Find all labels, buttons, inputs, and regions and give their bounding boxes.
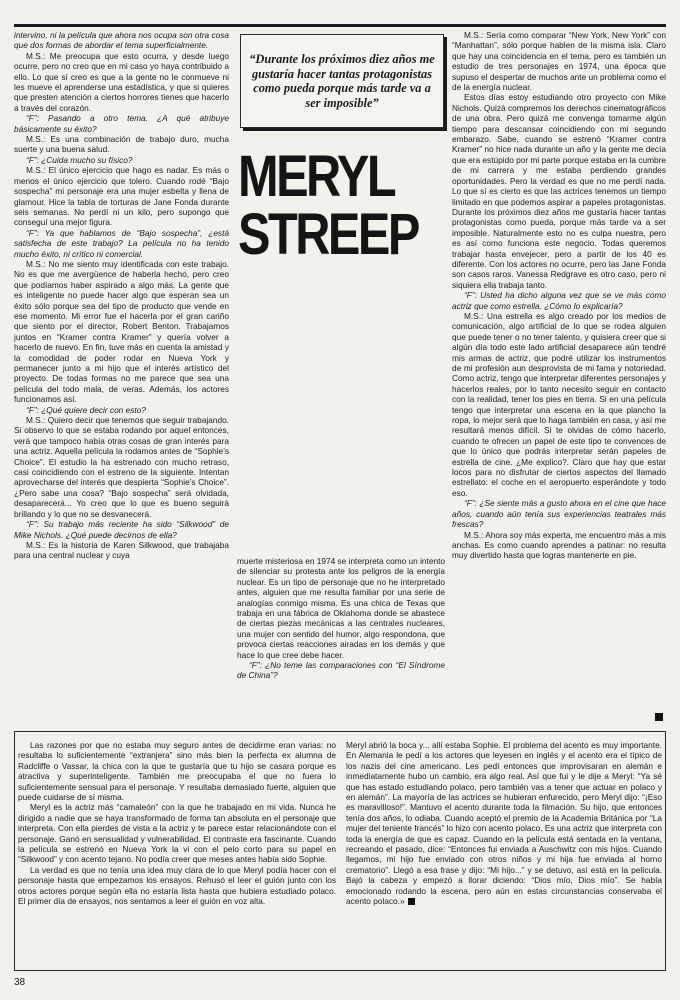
paragraph: M.S.: Ahora soy más experta, me encuentro más a mis anchas. Es como cuando aprendes a patinar: no resulta muy divertido hasta que logras mantenerte en pie. bbox=[452, 529, 666, 561]
paragraph: M.S.: No me siento muy identificada con este trabajo. No es que me avergüence de haberla hecho, pero creo que podíamos haber aspirado a algo más. La gente que es inteligente no puede hacer algo que esperan sea un éxito sólo porque sea del tipo de producto que vende en ese momento. Mi error fue el hacerla por el gran cariño que siento por el director, Robert Benton. Trabajamos juntos en “Kramer contra Kramer” y quería volver a hacerlo de nuevo. En fin, tuve más en cuenta la amistad y la comodidad de poder rodar en Nueva York y permanecer junto a mi hijo que el interés artístico del proyecto. De todas formas no me parece que sea una película del todo mala, de veras. Además, los actores funcionamos así. bbox=[14, 258, 229, 405]
paragraph: “F”: ¿No teme las comparaciones con “El Síndrome de China”? bbox=[237, 660, 445, 681]
pull-quote-text: “Durante los próximos diez años me gustaría hacer tantas protagonistas como pueda porque más tarde va a ser imposible” bbox=[249, 52, 435, 110]
paragraph: La verdad es que no tenía una idea muy clara de lo que Meryl podía hacer con el personaje hasta que empezamos los ensayos. Rehusó el leer el guión junto con los otros actores porque según ella no estaría lista hasta que hubiera estudiado polaco. El primer día de ensayos, nos sentamos a leer el guión en voz alta. bbox=[18, 864, 336, 907]
end-mark-icon bbox=[408, 898, 415, 905]
paragraph: Meryl es la actriz más “camaleón” con la que he trabajado en mi vida. Nunca he dirigido a nadie que se haya transformado de forma tan absoluta en el personaje que interpreta. Con ella pierdes de vista a la actriz y te parece estar relacionándote con el personaje. Ganó en sensualidad y vulnerabilidad. El contraste era fascinante. Cuando la película se estrenó en Nueva York la vi con el pelo corto para su papel en “Silkwood” y con acento tejano. No podía creer que meses antes había sido Sophie. bbox=[18, 802, 336, 865]
paragraph: M.S.: Me preocupa que esto ocurra, y desde luego ocurre, pero no creo que en mi caso yo haya contribuido a ello. Lo que sí creo es que a la gente no le conmueve ni les mueve el aprenderse una estadística, y que si quieres que presten atención a ciertos horrores tienes que hacerlo a través del corazón. bbox=[14, 50, 229, 113]
paragraph: M.S.: Es la historia de Karen Silkwood, que trabajaba para una central nuclear y cuya bbox=[14, 539, 229, 561]
paragraph: “F”: Ya que hablamos de “Bajo sospecha”, ¿está satisfecha de este trabajo? La película no ha tenido mucho éxito, ni crítico ni comercial. bbox=[14, 227, 229, 259]
article-column-left bbox=[14, 30, 229, 720]
top-rule bbox=[14, 24, 666, 27]
paragraph: M.S.: El único ejercicio que hago es nadar. Es más o menos el único ejercicio que tolero. Cuando rodé “Bajo sospecha” mi personaje era una mujer esbelta y llena de glamour. Hice la tabla de torturas de Jane Fonda durante seis semanas. No perdí ni un kilo, pero supongo que conseguí una mejor figura. bbox=[14, 165, 229, 228]
paragraph: “F”: ¿Cuida mucho su físico? bbox=[26, 154, 133, 165]
paragraph: Estos días estoy estudiando otro proyecto con Mike Nichols. Quizá compremos los derechos cinematográficos de una obra. Pero quizá me convenga tomarme algún tiempo para descansar coincidiendo con mi segundo embarazo. Sabe, cuando se estrenó “Kramer contra Kramer” no hice nada durante un año y la gente me decía que era estúpido por mi parte porque estaba en la cumbre de mi carrera y me estaba perdiendo grandes oportunidades. Pero la verdad es que no me perdí nada. Lo que sí es cierto es que las actrices tenemos un tiempo limitado en que podemos aspirar a papeles protagonistas. Durante los próximos diez años me gustaría hacer tantas protagonistas como pueda, porque más tarde va a ser imposible. Naturalmente esto no es culpa nuestra, pero es así como funciona este negocio. Todas queremos trabajar hasta envejecer, pero a partir de los 40 es diferente. Con los actores no ocurre, pero las Jane Fonda son casos raros. Vanessa Redgrave es otro caso, pero ni siquiera ella trabaja tanto. bbox=[452, 92, 666, 290]
page-number: 38 bbox=[14, 977, 26, 988]
paragraph: M.S.: Sería como comparar “New York, New York” con “Manhattan”, sólo porque hablen de la misma isla. Claro que hay una coincidencia en el tema, pero es también un estudio de tres personajes en 1974, una época que supuso el despertar de muchos ante un problema como el de la energía nuclear. bbox=[452, 30, 666, 93]
paragraph: M.S.: Es una combinación de trabajo duro, mucha suerte y una buena salud. bbox=[14, 134, 229, 155]
paragraph: Las razones por que no estaba muy seguro antes de decidirme eran varias: no resultaba lo suficientemente “extranjera” sino más bien la perfecta ex alumna de Radcliffe o Vassar, la chica con la que te gustaría que tu hijo se casara porque es atractiva y superinteligente. También me preocupaba el que no fuera lo suficientemente sensual para el personaje. Y resultaba demasiado fuerte, alguien que puede cuidarse de sí misma. bbox=[18, 740, 336, 803]
headline-first-name: MERYL bbox=[238, 144, 395, 209]
paragraph: “F”: Usted ha dicho alguna vez que se ve más como actriz que como estrella. ¿Cómo lo explicaría? bbox=[452, 290, 666, 311]
paragraph: “F”: Su trabajo más reciente ha sido “Silkwood” de Mike Nichols. ¿Qué puede decirnos de ella? bbox=[14, 519, 229, 540]
paragraph: “F”: ¿Qué quiere decir con esto? bbox=[26, 404, 146, 415]
paragraph: “F”: Pasando a otro tema. ¿A qué atribuye básicamente su éxito? bbox=[14, 113, 229, 134]
pull-quote bbox=[240, 34, 444, 128]
paragraph: intervino, ni la película que ahora nos ocupa son otra cosa que dos formas de abordar el tema superficialmente. bbox=[14, 30, 229, 51]
paragraph: “F”: ¿Se siente más a gusto ahora en el cine que hace años, cuando aún tenía sus experiencias teatrales más frescas? bbox=[452, 498, 666, 530]
article-column-right bbox=[452, 30, 666, 720]
sidebar-column-left bbox=[18, 740, 336, 965]
paragraph: M.S.: Una estrella es algo creado por los medios de comunicación, algo artificial de lo que se rodea alguien que puede tener o no tener talento, y quisiera creer que si algún día todo este lado artificial desaparece aún tendré mis armas de actriz, que podré utilizar los instrumentos de mi profesión aun desprovista de mi fama y notoriedad. Como actriz, tengo que interpretar diferentes personajes y hacerlos reales, por lo tanto necesito seguir en contacto con la realidad, tener los pies en tierra. Si en una película tengo que interpretar una escena en la que plancho la ropa, lo mejor será que lo haga también en casa, y así me resultará menos difícil. Si te olvidas de cómo hacerlo, cuando te ofrecen un papel de este tipo te convences de que lo único que podrás interpretar serán papeles de estrella de cine. ¿Me explico?. Claro que hay que estar locos para no disfrutar de ciertos aspectos del llamado estrellato: el coche en el aeropuerto esperándote y todo eso. bbox=[452, 310, 666, 498]
sidebar-column-right bbox=[346, 740, 662, 965]
end-mark-icon bbox=[655, 713, 663, 721]
paragraph: Meryl abrió la boca y... allí estaba Sophie. El problema del acento es muy importante. En Alemania le pedí a los actores que leyesen en inglés y el acento era el típico de los nazis del cine americano. Les pedí entonces que improvisaran en alemán e inmediatamente hubo un cambio, era algo real. Así que fui y le dije a Meryl: “Ya sé que has estado estudiando polaco, pero también vas a tener que actuar en polaco y en alemán”. La mayoría de las actrices se hubieran enfurecido, pero Meryl dijo: “¡Eso es maravilloso!”. Mantuvo el acento durante toda la filmación. Su hijo, que entonces tenía dos años, lo odiaba. Cuando aceptó el premio de la Academia Británica por “La mujer del teniente francés” lo hizo con acento polaco. Es una actriz que interpreta con toda la energía de que es capaz. Cuando en la película está sentada en la ventana, recreando el pasado, dice: “Entonces fui enviada a Auschwitz con mis hijos. Cuando llegamos, mi hijo fue enviado con otros niños y mi hija fue enviada al horno crematorio”. Llegó a esa frase y dijo: “Mi hijo...” y se detuvo, así está en la película. Bajó la cabeza y empezó a llorar diciendo: “Dios mío, Dios mío”. Se había emocionado rodando la escena, pero aún en estas circunstancias conservaba el acento polaco.» bbox=[346, 740, 662, 907]
paragraph: M.S.: Quiero decir que tenemos que seguir trabajando. Si observo lo que se estaba rodando por aquel entonces, verá que tampoco había otras cosas de gran interés para una actriz. Aquella película la rodamos antes de “Sophie’s Choice”. El estudio la ha estrenado con mucho retraso, casi coincidiendo con el estreno de la siguiente. Intentan aprovecharse del interés que despierta “Sophie’s Choice”. ¿Pero sabe una cosa? “Bajo sospecha” será olvidada, desaparecerá... Yo creo que lo que es bueno seguirá brillando y lo que no se desvanecerá. bbox=[14, 415, 229, 519]
article-column-middle bbox=[237, 556, 445, 724]
paragraph: muerte misteriosa en 1974 se interpreta como un intento de silenciar su protesta ante los peligros de la energía nuclear. Es un tipo de personaje que no he interpretado antes, alguien que me resulta familiar por una serie de analogías conmigo misma. Es una chica de Texas que trabaja en una fábrica de Oklahoma donde se abastece de ciertas piezas mecánicas a las centrales nucleares, una mujer con sentido del humor, algo respondona, que provoca ciertas reacciones airadas en los demás y que hace lo que cree debe hacer. bbox=[237, 556, 445, 660]
headline-last-name: STREEP bbox=[238, 202, 418, 267]
